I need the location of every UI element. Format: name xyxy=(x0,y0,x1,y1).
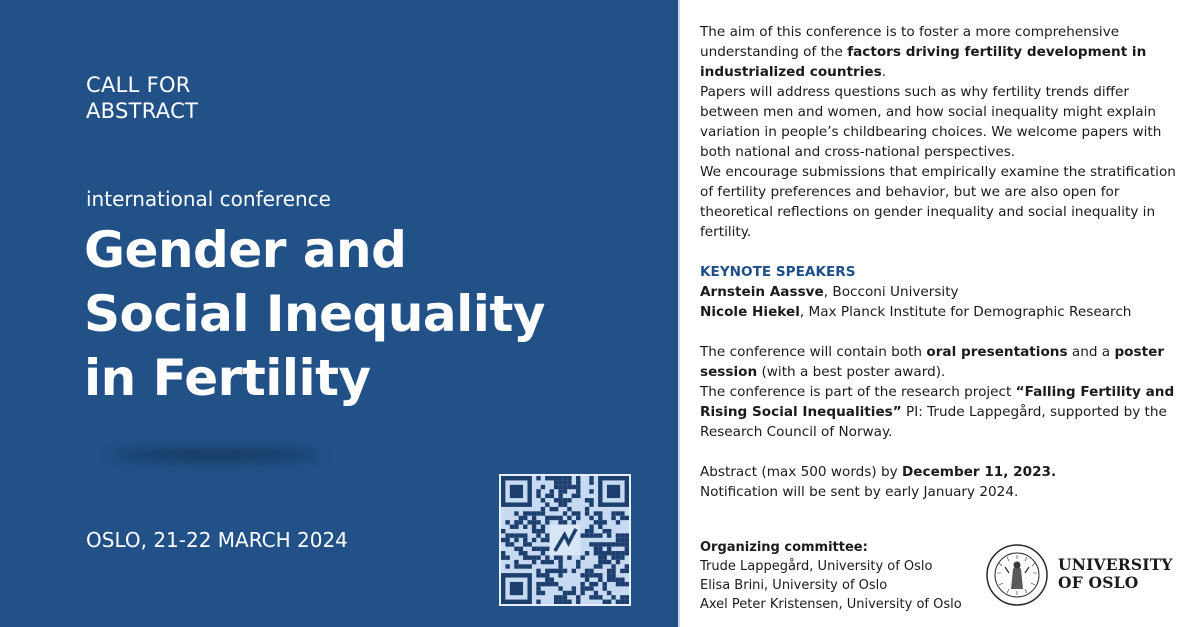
project-paragraph xyxy=(700,382,1185,442)
project-title: “Falling Fertility and Rising Social Inequalities” xyxy=(700,384,1175,420)
intro-text: The aim of this conference is to foster a more comprehensive understanding of the xyxy=(700,24,1120,60)
call-line-2: ABSTRACT xyxy=(86,99,199,123)
conference-subtitle: international conference xyxy=(86,187,331,211)
format-paragraph xyxy=(700,342,1185,382)
keynote-heading: KEYNOTE SPEAKERS xyxy=(700,264,856,280)
title-line-2: Social Inequality xyxy=(84,285,545,343)
call-for-abstract xyxy=(86,72,198,124)
notification-line: Notification will be sent by early January 2024. xyxy=(700,484,1019,500)
qr-code-icon[interactable] xyxy=(499,474,631,606)
intro-paragraph-1 xyxy=(700,22,1185,82)
intro-emphasis: factors driving fertility development in industrialized countries xyxy=(700,44,1147,80)
speaker-affiliation: , Bocconi University xyxy=(823,284,959,300)
speaker-affiliation: , Max Planck Institute for Demographic Research xyxy=(799,304,1132,320)
intro-paragraph-2: Papers will address questions such as why fertility trends differ between men and women, and how social inequality might explain variation in people’s childbearing choices. We welcome papers with both national and cross-national perspectives. xyxy=(700,84,1162,160)
university-seal-icon xyxy=(985,543,1049,607)
format-text: The conference will contain both xyxy=(700,344,927,360)
organizing-committee xyxy=(700,538,990,614)
format-oral: oral presentations xyxy=(926,344,1068,360)
conference-date: OSLO, 21-22 MARCH 2024 xyxy=(86,528,348,552)
format-text: (with a best poster award). xyxy=(757,364,946,380)
title-line-3: in Fertility xyxy=(84,349,371,407)
decorative-shadow xyxy=(110,450,320,460)
description-column xyxy=(700,22,1185,502)
committee-member: Elisa Brini, University of Oslo xyxy=(700,578,888,593)
call-line-1: CALL FOR xyxy=(86,73,191,97)
qr-code-graphic xyxy=(501,476,629,604)
format-text: and a xyxy=(1067,344,1115,360)
intro-period: . xyxy=(881,64,887,80)
intro-paragraph-3: We encourage submissions that empirically examine the stratification of fertility preferences and behavior, but we are also open for theoretical reflections on gender inequality and social inequality in fertility. xyxy=(700,164,1176,240)
keynote-speaker-2 xyxy=(700,302,1185,322)
conference-title xyxy=(84,218,664,410)
committee-member: Axel Peter Kristensen, University of Oslo xyxy=(700,597,962,612)
project-text: PI: Trude Lappegård, supported by the Research Council of Norway. xyxy=(700,404,1167,440)
deadline-text: Abstract (max 500 words) by xyxy=(700,464,903,480)
deadline-line xyxy=(700,462,1185,482)
speaker-name: Nicole Hiekel xyxy=(700,304,800,320)
panel-divider xyxy=(678,0,680,627)
keynote-speaker-1 xyxy=(700,282,1185,302)
logo-line-2: OF OSLO xyxy=(1058,573,1139,592)
university-logo xyxy=(1058,556,1173,592)
committee-member: Trude Lappegård, University of Oslo xyxy=(700,559,933,574)
logo-line-1: UNIVERSITY xyxy=(1058,555,1173,574)
deadline-date: December 11, 2023. xyxy=(902,464,1057,480)
committee-heading: Organizing committee: xyxy=(700,540,868,555)
project-text: The conference is part of the research project xyxy=(700,384,1016,400)
format-poster: poster session xyxy=(700,344,1165,380)
title-line-1: Gender and xyxy=(84,221,407,279)
speaker-name: Arnstein Aassve xyxy=(700,284,824,300)
